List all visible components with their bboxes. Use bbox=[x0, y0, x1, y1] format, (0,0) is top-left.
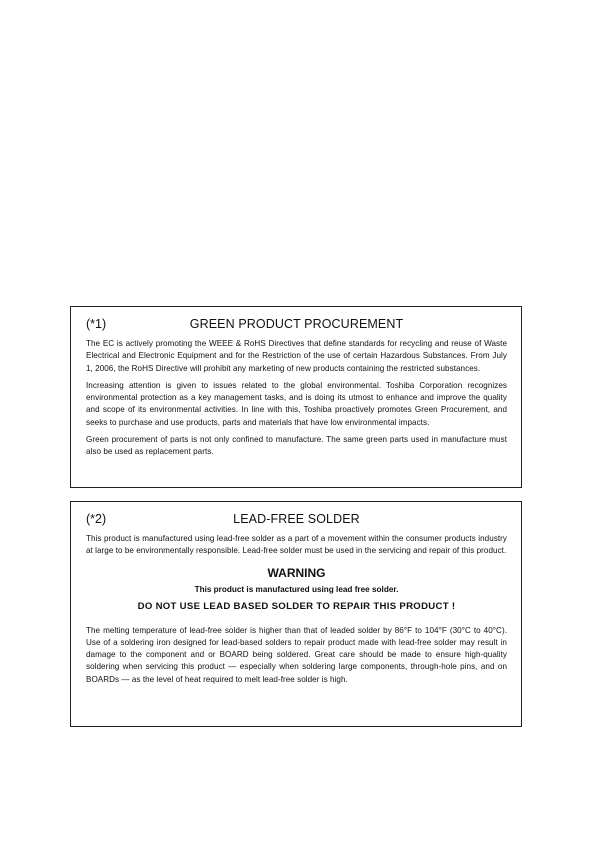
warning-instruction: DO NOT USE LEAD BASED SOLDER TO REPAIR THIS PRODUCT ! bbox=[137, 600, 456, 612]
intro-paragraph: This product is manufactured using lead-free solder as a part of a movement within the consumer products industry at large to be environmentally responsible. Lead-free solder must be used in the servicing and repair of this product. bbox=[86, 534, 507, 556]
section-header bbox=[86, 512, 507, 528]
section-number: (*2) bbox=[86, 512, 107, 526]
section-title: GREEN PRODUCT PROCUREMENT bbox=[189, 317, 404, 331]
paragraph: The EC is actively promoting the WEEE & RoHS Directives that define standards for recycling and reuse of Waste Electrical and Electronic Equipment and for the Restriction of the use of certain Hazardous Substances. From July 1, 2006, the RoHS Directive will prohibit any marketing of new products containing the restricted substances. bbox=[86, 339, 507, 373]
warning-notice: This product is manufactured using lead free solder. bbox=[194, 584, 399, 594]
green-procurement-box bbox=[70, 306, 522, 488]
lead-free-solder-box bbox=[70, 501, 522, 727]
closing-paragraph: The melting temperature of lead-free solder is higher than that of leaded solder by 86°F to 104°F (30°C to 40°C). Use of a soldering iron designed for lead-based solders to repair product made with lead-free solder may result in damage to the component and or BOARD being soldered. Great care should be made to ensure high-quality soldering when servicing this product — especially when soldering large components, through-hole pins, and on BOARDs — as the level of heat required to melt lead-free solder is high. bbox=[86, 625, 507, 684]
section-header bbox=[86, 317, 507, 333]
paragraph: Green procurement of parts is not only confined to manufacture. The same green parts used in manufacture must also be used as replacement parts. bbox=[86, 435, 507, 457]
section-title: LEAD-FREE SOLDER bbox=[233, 512, 360, 526]
paragraph: Increasing attention is given to issues related to the global environmental. Toshiba Corporation recognizes environmental protection as a key management tasks, and is doing its utmost to enhance and improve the quality and scope of its environmental activities. In line with this, Toshiba proactively promotes Green Procurement, and seeks to purchase and use products, parts and materials that have low environmental impacts. bbox=[86, 380, 507, 427]
warning-heading: WARNING bbox=[267, 565, 326, 580]
section-number: (*1) bbox=[86, 317, 107, 331]
